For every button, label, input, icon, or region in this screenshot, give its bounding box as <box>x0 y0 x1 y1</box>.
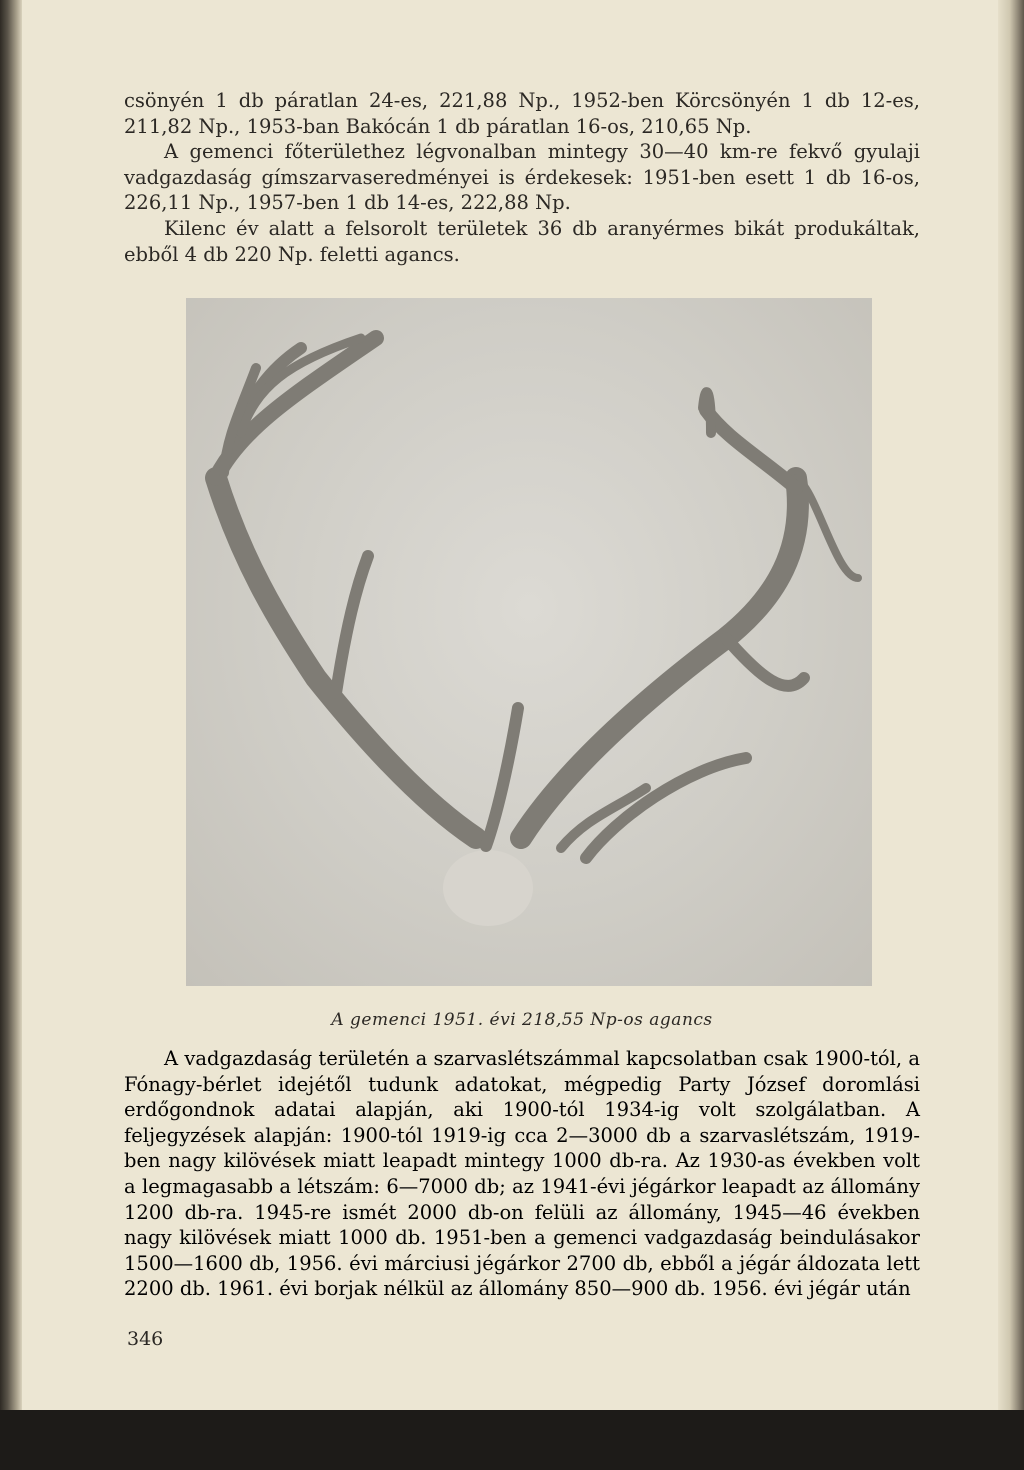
antler-illustration <box>186 298 872 986</box>
paragraph-gyulaj: A gemenci főterülethez légvonalban mintegy 30—40 km-re fekvő gyulaji vadgazdaság gímszarvaseredményei is érdekesek: 1951-ben esett 1 db 16-os, 226,11 Np., 1957-ben 1 db 14-es, 222,88 Np. <box>124 140 920 215</box>
left-trez-tine <box>336 556 368 693</box>
page-number: 346 <box>127 1328 164 1350</box>
right-crown-tine-2 <box>703 392 711 433</box>
paragraph-population-history: A vadgazdaság területén a szarvaslétszámmal kapcsolatban csak 1900-tól, a Fónagy-bérlet idejétől tudunk adatokat, mégpedig Party József doromlási erdőgondnok adatai alapján, aki 1900-tól 1934-ig volt szolgálatban. A feljegyzések alapján: 1900-tól 1919-ig cca 2—3000 db a szarvaslétszám, 1919-ben nagy kilövések miatt leapadt mintegy 1000 db-ra. Az 1930-as években volt a legmagasabb a létszám: 6—7000 db; az 1941-évi jégárkor leapadt az állomány 1200 db-ra. 1945-re ismét 2000 db-on felüli az állomány, 1945—46 években nagy kilövések miatt 1000 db. 1951-ben a gemenci vadgazdaság beindulásakor 1500—1600 db, 1956. évi márciusi jégárkor 2700 db, ebből a jégár áldozata lett 2200 db. 1961. évi borjak nélkül az állomány 850—900 db. 1956. évi jégár után <box>124 1047 920 1301</box>
right-trez-tine <box>726 638 804 686</box>
right-crown-tine-1 <box>706 410 796 488</box>
paragraph-continuation: csönyén 1 db páratlan 24-es, 221,88 Np., 1952-ben Körcsönyén 1 db 12-es, 211,82 Np., 1953-ban Bakócán 1 db páratlan 16-os, 210,65 Np. <box>124 89 920 138</box>
paragraph-summary: Kilenc év alatt a felsorolt területek 36 db aranyérmes bikát produkáltak, ebből 4 db 220 Np. feletti agancs. <box>124 216 920 266</box>
book-binding-shadow <box>0 0 22 1410</box>
right-antler-beam <box>521 478 798 838</box>
figure-caption: A gemenci 1951. évi 218,55 Np-os agancs <box>331 1010 713 1030</box>
lower-text-block <box>124 1046 920 1302</box>
left-brow-tine <box>486 708 518 846</box>
top-text-block <box>124 88 920 267</box>
page-edge-shadow <box>998 0 1024 1410</box>
antler-photo <box>186 298 872 986</box>
scan-bottom-margin <box>0 1410 1024 1470</box>
skull-plate <box>443 850 533 926</box>
